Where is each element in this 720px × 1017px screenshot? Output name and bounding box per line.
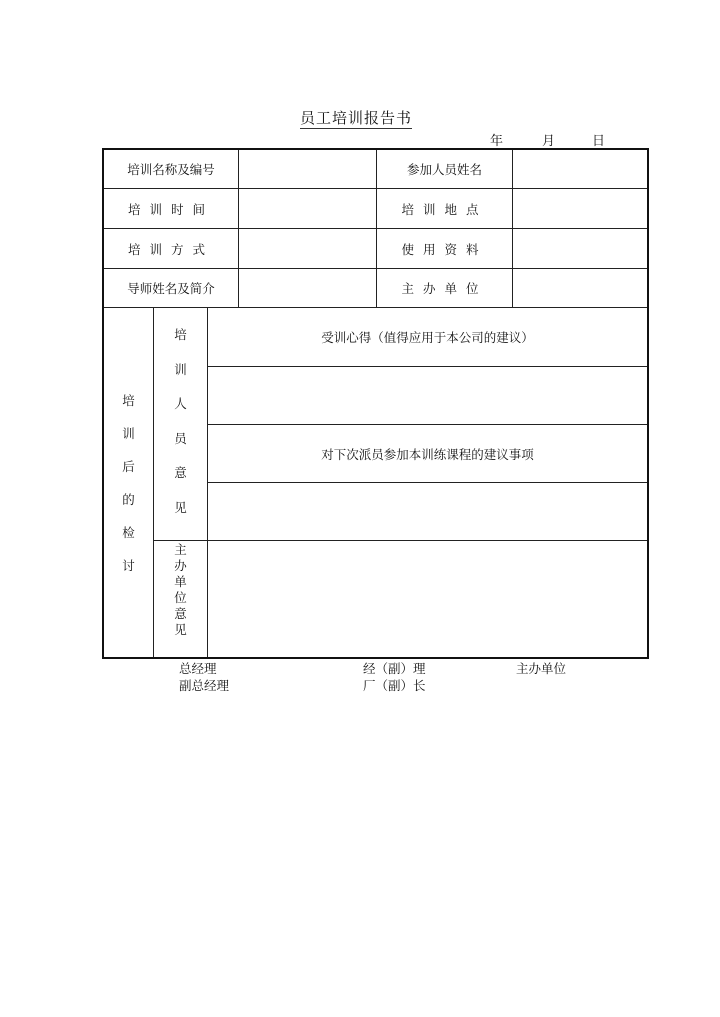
label-training-name: 培训名称及编号 [127, 162, 215, 177]
date-year-label: 年 [490, 134, 504, 149]
field-training-name[interactable] [239, 150, 376, 188]
training-report-table [102, 148, 649, 659]
date-day-label: 日 [592, 134, 606, 149]
field-training-insights[interactable] [208, 367, 647, 424]
date-month-label: 月 [542, 134, 556, 149]
label-trainee-opinion: 培 训 人 员 意 见 [174, 327, 187, 515]
label-organizer-opinion: 主 办 单 位 意 见 [174, 542, 187, 637]
label-participant-names: 参加人员姓名 [406, 162, 482, 177]
label-organizer: 主办单位 [401, 281, 488, 296]
field-instructor[interactable] [239, 269, 376, 307]
field-organizer[interactable] [513, 269, 647, 307]
label-instructor: 导师姓名及简介 [127, 281, 215, 296]
signature-col-managers [363, 660, 426, 694]
heading-training-insights: 受训心得（值得应用于本公司的建议） [321, 330, 534, 345]
field-training-time[interactable] [239, 189, 376, 228]
signature-factory-director: 厂（副）长 [363, 678, 426, 693]
signature-manager: 经（副）理 [363, 661, 426, 676]
signature-organizing-unit: 主办单位 [516, 661, 567, 676]
document-title: 员工培训报告书 [300, 109, 413, 127]
label-training-method: 培训方式 [127, 241, 214, 257]
section-label-post-training-review: 培 训 后 的 检 讨 [122, 392, 135, 573]
field-next-course-suggestions[interactable] [208, 483, 647, 540]
heading-next-course-suggestions: 对下次派员参加本训练课程的建议事项 [321, 446, 534, 462]
signature-col-executives [179, 660, 229, 694]
label-training-time: 培训时间 [127, 201, 214, 217]
field-training-method[interactable] [239, 229, 376, 268]
field-training-location[interactable] [513, 189, 647, 228]
signature-col-organizer [516, 660, 566, 677]
label-training-location: 培训地点 [401, 201, 488, 217]
label-materials-used: 使用资料 [401, 241, 488, 257]
field-participant-names[interactable] [513, 150, 647, 188]
signature-general-manager: 总经理 [179, 661, 217, 676]
field-organizer-opinion[interactable] [208, 541, 647, 657]
field-materials-used[interactable] [513, 229, 647, 268]
signature-deputy-general-manager: 副总经理 [179, 678, 230, 693]
